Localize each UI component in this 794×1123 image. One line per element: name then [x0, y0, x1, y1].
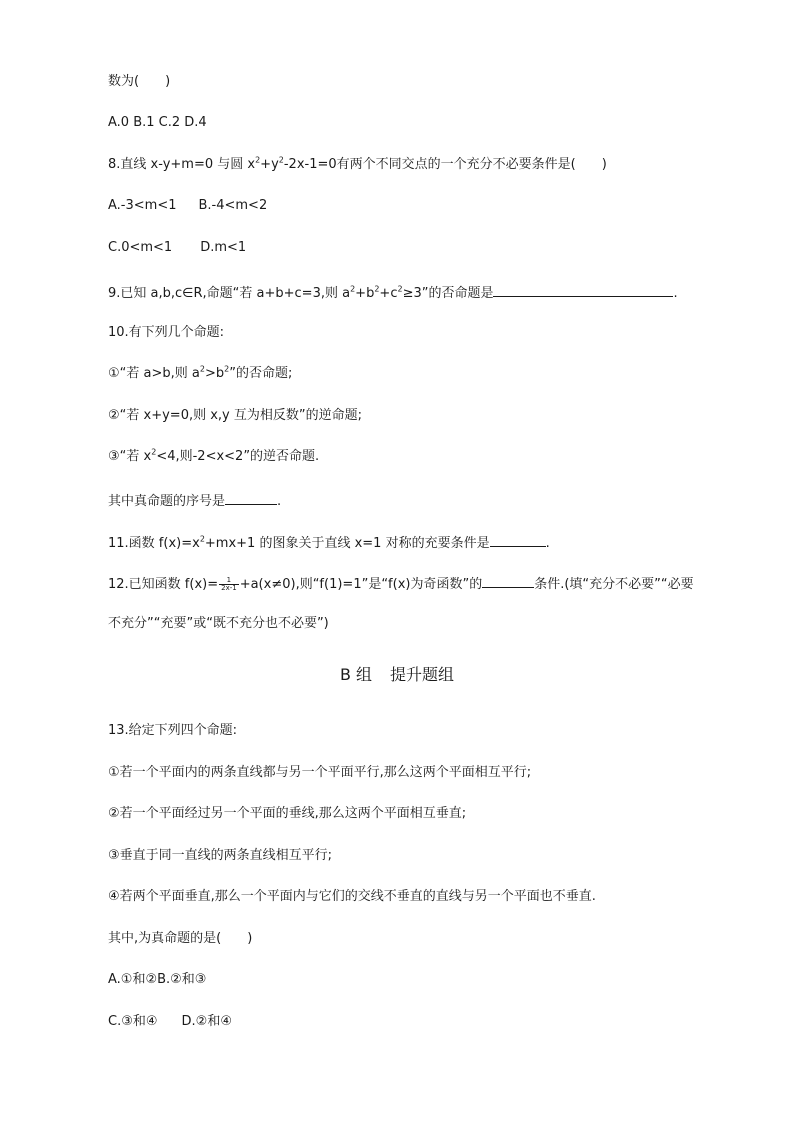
q8-options-cd	[108, 239, 246, 257]
q13-option-c: C.③和④	[108, 1014, 158, 1029]
q7-options-text: A.0 B.1 C.2 D.4	[108, 115, 207, 130]
q12-answer-blank[interactable]	[482, 573, 534, 588]
q12-stem-line2: 不充分”“充要”或“既不充分也不必要”)	[108, 616, 329, 631]
q10-answer-blank[interactable]	[225, 490, 277, 505]
q10-item-1: ①“若 a>b,则 $a^2>b^2$”的否命题;	[108, 364, 293, 381]
q11-answer-blank[interactable]	[490, 532, 546, 547]
q12-fraction: $\frac{1}{2x-1}$	[221, 576, 237, 592]
q8-option-c: C.0<m<1	[108, 240, 173, 255]
q9-stem: 9.已知 a,b,c∈R,命题“若 a+b+c=3,则 $a^2+b^2+c^2\ge 3$”的否命题是 .	[108, 282, 678, 303]
section-b-heading: 提升题组	[390, 665, 455, 684]
q13-options-cd	[108, 1013, 232, 1031]
q10-stem: 10.有下列几个命题:	[108, 325, 225, 340]
q13-item-4: ④若两个平面垂直,那么一个平面内与它们的交线不垂直的直线与另一个平面也不垂直.	[108, 889, 596, 904]
q7-tail-text: 数为( )	[108, 74, 171, 89]
q7-tail	[108, 73, 170, 91]
q8-option-d: D.m<1	[200, 240, 247, 255]
q10-ask: 其中真命题的序号是 .	[108, 490, 281, 511]
q13-item-2: ②若一个平面经过另一个平面的垂线,那么这两个平面相互垂直;	[108, 806, 467, 821]
q11-stem: 11.函数 $f(x)=x^2+mx+1$ 的图象关于直线 x=1 对称的充要条件是 .	[108, 532, 550, 553]
q8-option-a: A.-3<m<1	[108, 198, 177, 213]
section-b-title	[0, 664, 794, 686]
section-b-group: B 组	[339, 665, 373, 684]
q13-stem: 13.给定下列四个命题:	[108, 723, 238, 738]
q8-option-b: B.-4<m<2	[198, 198, 268, 213]
q13-item-3: ③垂直于同一直线的两条直线相互平行;	[108, 848, 333, 863]
q13-item-1: ①若一个平面内的两条直线都与另一个平面平行,那么这两个平面相互平行;	[108, 765, 532, 780]
q13-option-d: D.②和④	[181, 1014, 232, 1029]
q7-options	[108, 114, 207, 132]
q10-item-3: ③“若 $x^2<4$,则-2<x<2”的逆否命题.	[108, 447, 320, 464]
q10-item-2: ②“若 x+y=0,则 x,y 互为相反数”的逆命题;	[108, 408, 362, 423]
q8-stem: 8.直线 x-y+m=0 与圆 $x^2+y^2-2x-1=0$有两个不同交点的一个充分不必要条件是( )	[108, 155, 607, 172]
q13-options-ab: A.①和②B.②和③	[108, 972, 207, 987]
q9-answer-blank[interactable]	[493, 282, 673, 297]
q8-options-ab	[108, 197, 267, 215]
q12-stem-line1: 12.已知函数 f(x)= $\frac{1}{2x-1}$ +a(x≠0),则“f(1)=1”是“f(x)为奇函数”的 条件.(填“充分不必要”“必要	[108, 573, 694, 594]
q13-ask: 其中,为真命题的是( )	[108, 931, 253, 946]
